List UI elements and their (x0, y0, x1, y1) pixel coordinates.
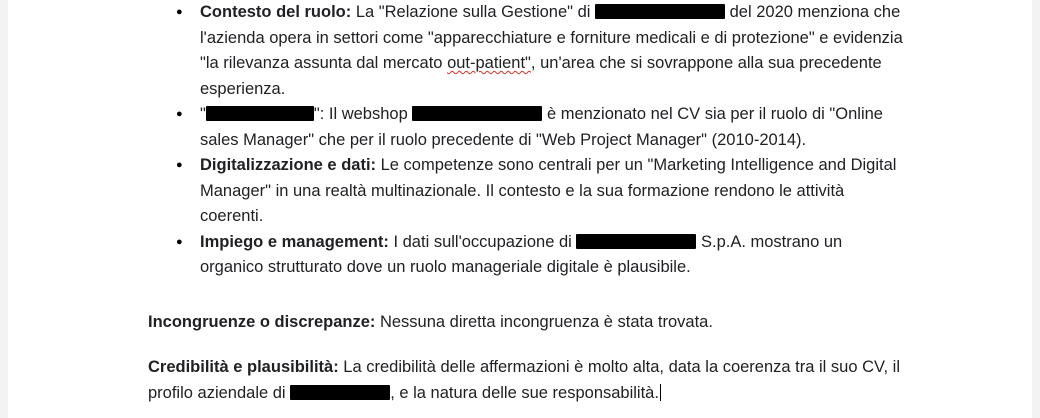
paragraph-credibilita (148, 355, 928, 406)
paragraph-label: Incongruenze o discrepanze: (148, 313, 376, 331)
redaction-block (290, 385, 390, 400)
bullet-label: Digitalizzazione e dati: (200, 156, 377, 174)
canvas-gutter-right (1032, 0, 1040, 418)
redaction-block (595, 4, 725, 19)
paragraph-label: Credibilità e plausibilità: (148, 358, 339, 376)
text-caret (660, 384, 661, 401)
spellcheck-word: out-patient" (447, 54, 531, 72)
bullet-text: ": Il webshop (313, 105, 413, 123)
redaction-block (576, 234, 696, 249)
paragraph-text: , e la natura delle sue responsabilità. (390, 383, 659, 402)
bullet-label: Contesto del ruolo: (200, 3, 352, 21)
canvas-gutter-left (0, 0, 8, 418)
redaction-block (412, 106, 542, 121)
bullet-label: Impiego e management: (200, 232, 389, 251)
bullet-text: Le competenze sono centrali per un "Marketing Intelligence and Digital Manager" in una realtà multinazionale. Il contesto e la sua formazione rendono le attività coerenti. (200, 156, 897, 225)
paragraph-text: La credibilità delle affermazioni è molto alta, data la coerenza tra il suo CV, il profilo aziendale di (148, 358, 901, 402)
bullet-text: La "Relazione sulla Gestione" di (351, 3, 596, 21)
paragraph-text: Nessuna diretta incongruenza è stata trovata. (375, 313, 713, 331)
bullet-list (138, 0, 908, 281)
bullet-text: I dati sull'occupazione di (388, 232, 577, 251)
list-item (138, 102, 908, 153)
document-content[interactable] (8, 0, 1032, 418)
list-item (138, 0, 908, 102)
paragraph-incongruenze (148, 310, 928, 336)
list-item (138, 153, 908, 230)
redaction-block (206, 106, 314, 121)
bullet-text: è menzionato nel CV sia per il ruolo di "Online sales Manager" che per il ruolo precedente di "Web Project Manager" (2010-2014). (200, 105, 883, 149)
bullet-text: del 2020 menziona che l'azienda opera in settori come "apparecchiature e forniture medicali e di protezione" e evidenzia "la rilevanza assunta dal mercato (200, 3, 903, 72)
quote-open: " (200, 105, 206, 123)
bullet-text: S.p.A. mostrano un organico strutturato dove un ruolo manageriale digitale è plausibile. (200, 232, 843, 276)
list-item (138, 230, 908, 281)
bullet-text: , un'area che si sovrappone alla sua precedente esperienza. (200, 54, 882, 98)
